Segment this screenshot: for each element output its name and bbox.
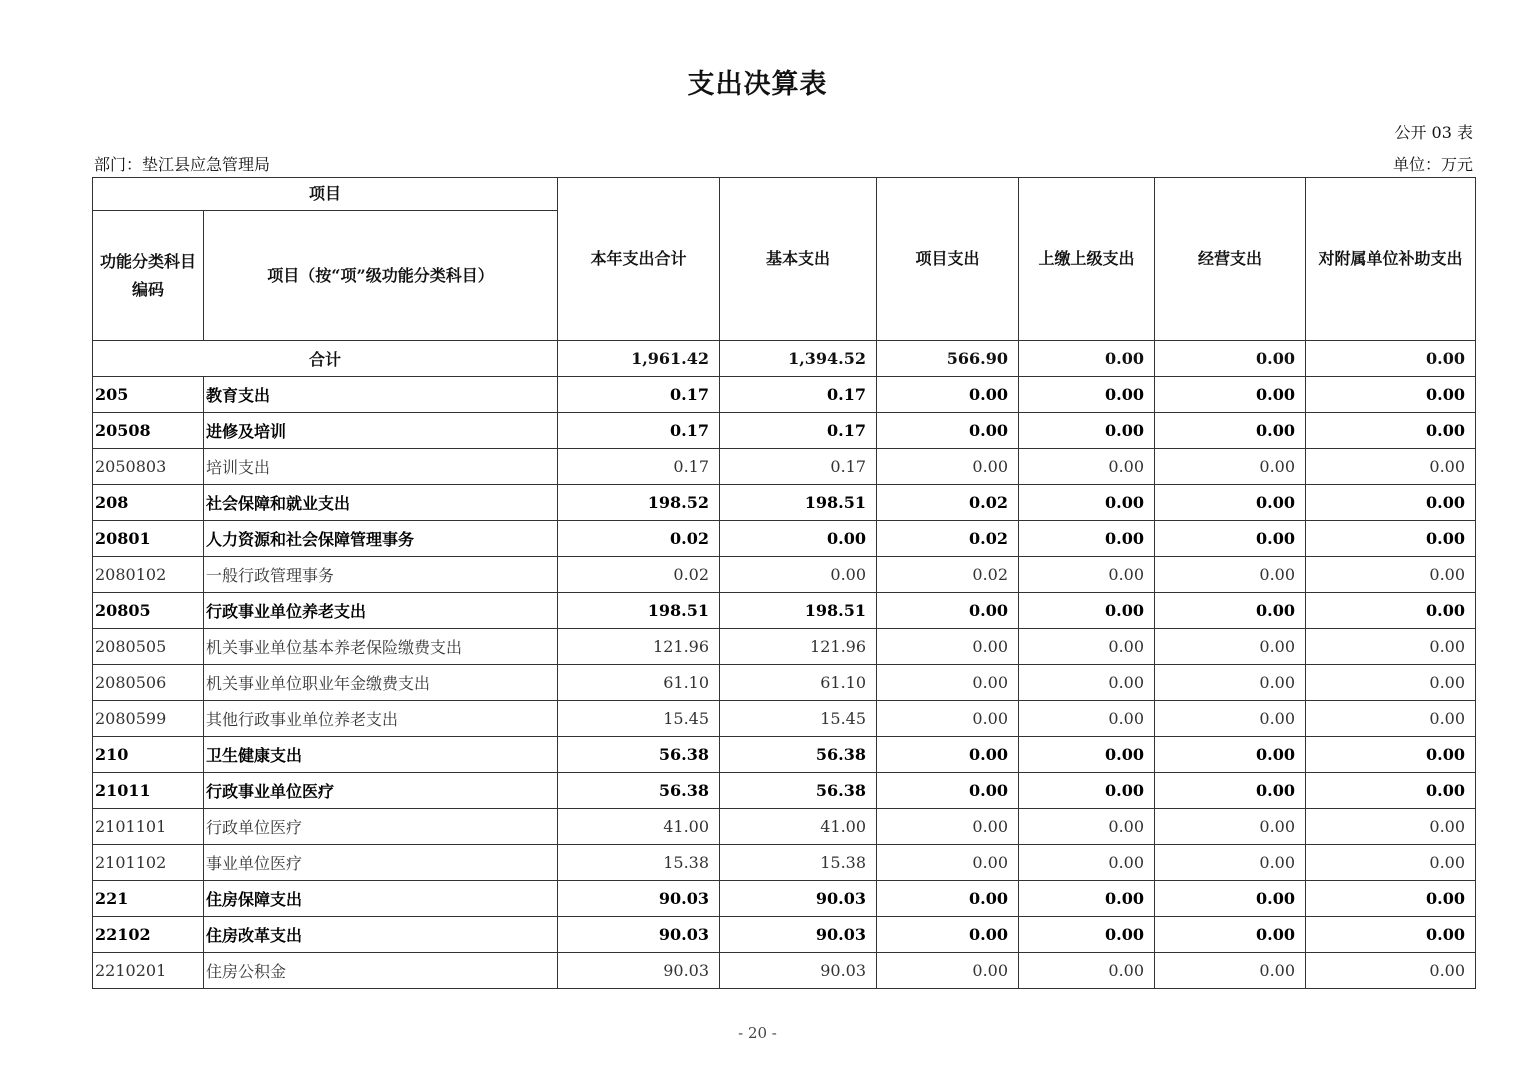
row-value-basic: 90.03 <box>720 881 877 917</box>
table-row <box>93 701 1476 737</box>
row-value-basic: 198.51 <box>720 593 877 629</box>
header-code: 功能分类科目编码 <box>93 211 204 341</box>
row-value-business: 0.00 <box>1155 485 1306 521</box>
row-value-project: 0.00 <box>877 665 1019 701</box>
row-value-upper: 0.00 <box>1019 485 1155 521</box>
row-value-basic: 0.17 <box>720 449 877 485</box>
table-row <box>93 377 1476 413</box>
row-value-business: 0.00 <box>1155 593 1306 629</box>
row-value-project: 0.00 <box>877 737 1019 773</box>
row-name: 人力资源和社会保障管理事务 <box>204 521 558 557</box>
row-value-total: 198.51 <box>558 593 720 629</box>
row-name: 卫生健康支出 <box>204 737 558 773</box>
row-value-basic: 0.00 <box>720 521 877 557</box>
row-value-project: 0.00 <box>877 845 1019 881</box>
table-row <box>93 917 1476 953</box>
row-code: 221 <box>93 881 204 917</box>
header-basic: 基本支出 <box>720 178 877 341</box>
total-value-basic: 1,394.52 <box>720 341 877 377</box>
row-value-subsidiary: 0.00 <box>1306 809 1476 845</box>
expenditure-table <box>92 177 1476 989</box>
row-value-subsidiary: 0.00 <box>1306 773 1476 809</box>
row-code: 20801 <box>93 521 204 557</box>
row-value-business: 0.00 <box>1155 629 1306 665</box>
total-value-total: 1,961.42 <box>558 341 720 377</box>
row-value-business: 0.00 <box>1155 737 1306 773</box>
row-value-upper: 0.00 <box>1019 449 1155 485</box>
row-value-basic: 90.03 <box>720 917 877 953</box>
row-value-total: 0.17 <box>558 449 720 485</box>
row-value-upper: 0.00 <box>1019 557 1155 593</box>
row-value-business: 0.00 <box>1155 377 1306 413</box>
row-value-total: 15.38 <box>558 845 720 881</box>
table-row <box>93 485 1476 521</box>
header-business: 经营支出 <box>1155 178 1306 341</box>
row-value-business: 0.00 <box>1155 449 1306 485</box>
total-label: 合计 <box>93 341 558 377</box>
row-name: 进修及培训 <box>204 413 558 449</box>
row-name: 社会保障和就业支出 <box>204 485 558 521</box>
row-value-subsidiary: 0.00 <box>1306 953 1476 989</box>
row-value-project: 0.00 <box>877 881 1019 917</box>
row-value-business: 0.00 <box>1155 413 1306 449</box>
table-row <box>93 665 1476 701</box>
row-value-basic: 56.38 <box>720 773 877 809</box>
row-value-subsidiary: 0.00 <box>1306 737 1476 773</box>
header-name: 项目（按“项”级功能分类科目） <box>204 211 558 341</box>
table-row <box>93 845 1476 881</box>
row-value-business: 0.00 <box>1155 701 1306 737</box>
row-name: 住房改革支出 <box>204 917 558 953</box>
row-value-upper: 0.00 <box>1019 737 1155 773</box>
row-name: 教育支出 <box>204 377 558 413</box>
row-value-total: 61.10 <box>558 665 720 701</box>
row-value-upper: 0.00 <box>1019 953 1155 989</box>
row-value-business: 0.00 <box>1155 809 1306 845</box>
row-value-basic: 121.96 <box>720 629 877 665</box>
row-value-basic: 0.17 <box>720 413 877 449</box>
row-value-project: 0.00 <box>877 377 1019 413</box>
row-value-subsidiary: 0.00 <box>1306 881 1476 917</box>
row-value-upper: 0.00 <box>1019 521 1155 557</box>
row-code: 2080506 <box>93 665 204 701</box>
row-value-total: 41.00 <box>558 809 720 845</box>
row-code: 2210201 <box>93 953 204 989</box>
row-value-subsidiary: 0.00 <box>1306 413 1476 449</box>
row-code: 2101101 <box>93 809 204 845</box>
row-value-subsidiary: 0.00 <box>1306 557 1476 593</box>
row-value-business: 0.00 <box>1155 881 1306 917</box>
row-value-upper: 0.00 <box>1019 809 1155 845</box>
row-code: 20805 <box>93 593 204 629</box>
row-code: 22102 <box>93 917 204 953</box>
row-value-basic: 56.38 <box>720 737 877 773</box>
row-name: 其他行政事业单位养老支出 <box>204 701 558 737</box>
row-value-subsidiary: 0.00 <box>1306 701 1476 737</box>
row-name: 培训支出 <box>204 449 558 485</box>
row-value-project: 0.00 <box>877 449 1019 485</box>
row-code: 20508 <box>93 413 204 449</box>
row-name: 行政单位医疗 <box>204 809 558 845</box>
row-value-business: 0.00 <box>1155 665 1306 701</box>
row-code: 205 <box>93 377 204 413</box>
row-value-total: 90.03 <box>558 881 720 917</box>
table-row <box>93 953 1476 989</box>
row-value-subsidiary: 0.00 <box>1306 449 1476 485</box>
row-value-project: 0.02 <box>877 485 1019 521</box>
header-project-group: 项目 <box>93 178 558 211</box>
row-value-basic: 15.38 <box>720 845 877 881</box>
row-value-project: 0.00 <box>877 809 1019 845</box>
row-value-total: 90.03 <box>558 917 720 953</box>
total-value-project: 566.90 <box>877 341 1019 377</box>
row-value-basic: 198.51 <box>720 485 877 521</box>
row-value-business: 0.00 <box>1155 557 1306 593</box>
row-value-total: 56.38 <box>558 773 720 809</box>
row-value-business: 0.00 <box>1155 521 1306 557</box>
row-value-project: 0.02 <box>877 521 1019 557</box>
department-label: 部门：垫江县应急管理局 <box>94 155 271 174</box>
row-name: 行政事业单位医疗 <box>204 773 558 809</box>
table-row <box>93 557 1476 593</box>
total-value-subsidiary: 0.00 <box>1306 341 1476 377</box>
unit-label: 单位：万元 <box>1392 155 1473 174</box>
form-number: 公开 03 表 <box>1394 123 1473 142</box>
table-row <box>93 593 1476 629</box>
total-value-upper: 0.00 <box>1019 341 1155 377</box>
row-value-subsidiary: 0.00 <box>1306 593 1476 629</box>
row-code: 2080102 <box>93 557 204 593</box>
row-value-subsidiary: 0.00 <box>1306 485 1476 521</box>
row-value-subsidiary: 0.00 <box>1306 629 1476 665</box>
row-value-project: 0.02 <box>877 557 1019 593</box>
row-value-project: 0.00 <box>877 413 1019 449</box>
row-value-upper: 0.00 <box>1019 701 1155 737</box>
row-value-subsidiary: 0.00 <box>1306 521 1476 557</box>
table-row <box>93 809 1476 845</box>
row-value-total: 0.02 <box>558 557 720 593</box>
row-value-project: 0.00 <box>877 917 1019 953</box>
row-code: 208 <box>93 485 204 521</box>
row-value-project: 0.00 <box>877 593 1019 629</box>
table-row <box>93 413 1476 449</box>
row-code: 2050803 <box>93 449 204 485</box>
table-row <box>93 449 1476 485</box>
row-value-business: 0.00 <box>1155 917 1306 953</box>
row-value-upper: 0.00 <box>1019 593 1155 629</box>
row-value-project: 0.00 <box>877 629 1019 665</box>
row-value-basic: 0.17 <box>720 377 877 413</box>
row-value-upper: 0.00 <box>1019 773 1155 809</box>
page-title: 支出决算表 <box>687 69 828 100</box>
row-value-basic: 0.00 <box>720 557 877 593</box>
row-code: 210 <box>93 737 204 773</box>
row-value-upper: 0.00 <box>1019 377 1155 413</box>
row-code: 2080505 <box>93 629 204 665</box>
row-value-total: 0.17 <box>558 413 720 449</box>
row-name: 一般行政管理事务 <box>204 557 558 593</box>
header-subsidiary: 对附属单位补助支出 <box>1306 178 1476 341</box>
table-row <box>93 773 1476 809</box>
row-value-upper: 0.00 <box>1019 665 1155 701</box>
table-row <box>93 521 1476 557</box>
row-value-basic: 15.45 <box>720 701 877 737</box>
total-value-business: 0.00 <box>1155 341 1306 377</box>
row-value-total: 198.52 <box>558 485 720 521</box>
row-value-upper: 0.00 <box>1019 629 1155 665</box>
header-total: 本年支出合计 <box>558 178 720 341</box>
row-name: 行政事业单位养老支出 <box>204 593 558 629</box>
row-value-subsidiary: 0.00 <box>1306 917 1476 953</box>
header-project: 项目支出 <box>877 178 1019 341</box>
row-name: 机关事业单位基本养老保险缴费支出 <box>204 629 558 665</box>
row-value-total: 90.03 <box>558 953 720 989</box>
row-value-upper: 0.00 <box>1019 413 1155 449</box>
row-code: 21011 <box>93 773 204 809</box>
page-number: - 20 - <box>738 1024 777 1042</box>
row-name: 住房保障支出 <box>204 881 558 917</box>
row-value-total: 15.45 <box>558 701 720 737</box>
row-value-project: 0.00 <box>877 701 1019 737</box>
row-value-basic: 61.10 <box>720 665 877 701</box>
row-value-total: 121.96 <box>558 629 720 665</box>
row-value-business: 0.00 <box>1155 773 1306 809</box>
row-value-subsidiary: 0.00 <box>1306 377 1476 413</box>
row-value-project: 0.00 <box>877 953 1019 989</box>
row-value-total: 0.17 <box>558 377 720 413</box>
row-value-basic: 41.00 <box>720 809 877 845</box>
row-value-business: 0.00 <box>1155 845 1306 881</box>
table-row <box>93 881 1476 917</box>
row-value-total: 0.02 <box>558 521 720 557</box>
row-value-business: 0.00 <box>1155 953 1306 989</box>
table-row <box>93 629 1476 665</box>
row-name: 事业单位医疗 <box>204 845 558 881</box>
total-row <box>93 341 1476 377</box>
row-name: 住房公积金 <box>204 953 558 989</box>
row-value-total: 56.38 <box>558 737 720 773</box>
table-row <box>93 737 1476 773</box>
row-value-upper: 0.00 <box>1019 845 1155 881</box>
row-value-upper: 0.00 <box>1019 881 1155 917</box>
header-upper: 上缴上级支出 <box>1019 178 1155 341</box>
row-name: 机关事业单位职业年金缴费支出 <box>204 665 558 701</box>
row-code: 2080599 <box>93 701 204 737</box>
row-value-subsidiary: 0.00 <box>1306 845 1476 881</box>
row-value-subsidiary: 0.00 <box>1306 665 1476 701</box>
row-code: 2101102 <box>93 845 204 881</box>
row-value-project: 0.00 <box>877 773 1019 809</box>
row-value-upper: 0.00 <box>1019 917 1155 953</box>
row-value-basic: 90.03 <box>720 953 877 989</box>
